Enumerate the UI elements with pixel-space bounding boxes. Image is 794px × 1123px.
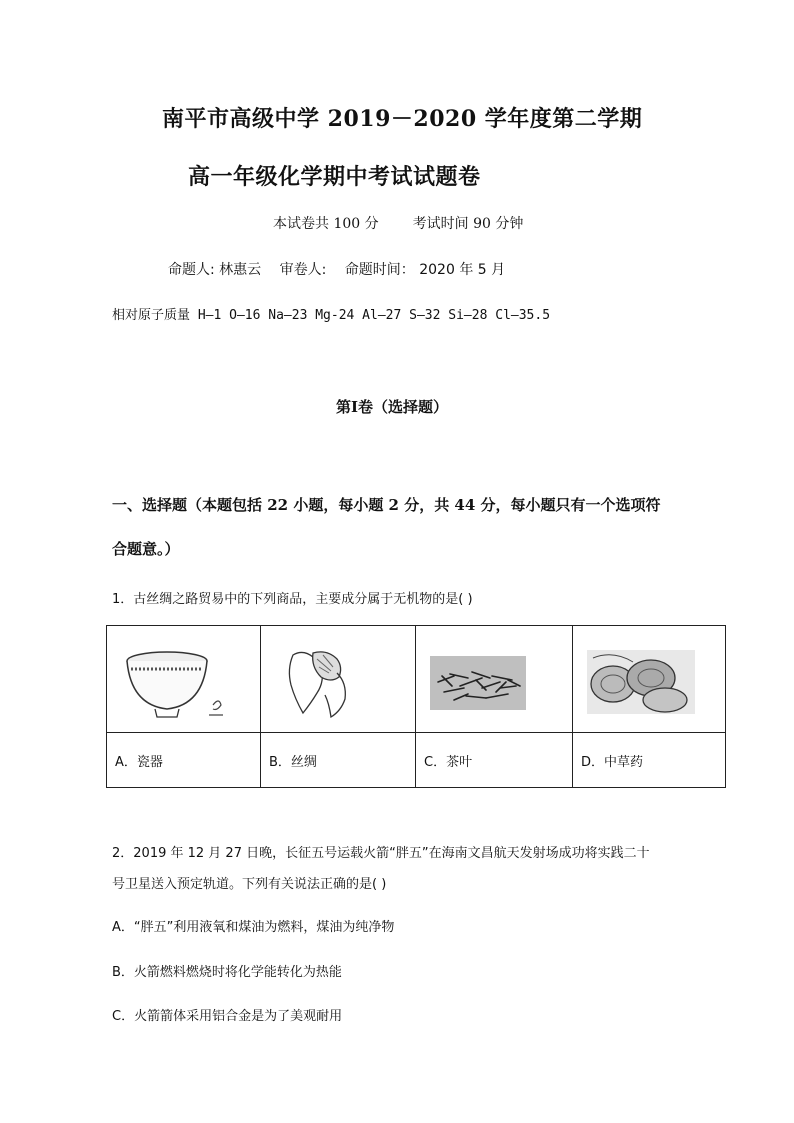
setter: 命题人: 林惠云 (168, 262, 262, 278)
exam-time: 考试时间 90 分钟 (412, 216, 524, 232)
herbal-medicine-icon (587, 648, 697, 718)
reviewer: 审卷人: (279, 262, 327, 278)
question-1-options-table (106, 625, 726, 788)
option-a-image-cell (107, 626, 261, 733)
question-2-stem-line-1: 2．2019 年 12 月 27 日晚，长征五号运载火箭“胖五”在海南文昌航天发射场成功将实践二十 (112, 846, 650, 861)
atomic-masses: 相对原子质量 H—1 O—16 Na—23 Mg-24 Al—27 S—32 Si—28 Cl—35.5 (112, 308, 551, 323)
option-c-image-cell (416, 626, 573, 733)
question-2-stem-line-2: 号卫星送入预定轨道。下列有关说法正确的是( ) (112, 877, 387, 892)
option-d-image-cell (573, 626, 726, 733)
tea-leaves-icon (430, 652, 530, 714)
question-2-option-a: A．“胖五”利用液氧和煤油为燃料，煤油为纯净物 (112, 920, 395, 935)
total-score: 本试卷共 100 分 (273, 216, 379, 232)
section-heading-line-1: 一、选择题（本题包括 22 小题，每小题 2 分，共 44 分，每小题只有一个选项符 (112, 496, 661, 514)
option-a-label: A．瓷器 (107, 733, 261, 788)
part-title: 第Ⅰ卷（选择题） (336, 398, 449, 416)
porcelain-bowl-icon (121, 643, 231, 723)
question-2-option-c: C．火箭箭体采用铝合金是为了美观耐用 (112, 1009, 343, 1024)
title-line-2: 高一年级化学期中考试试题卷 (188, 164, 481, 190)
section-heading-line-2: 合题意。） (112, 540, 180, 558)
title-line-1: 南平市高级中学 2019－2020 学年度第二学期 (162, 106, 643, 132)
exam-info (273, 213, 523, 233)
date: 命题时间： 2020 年 5 月 (344, 262, 506, 278)
silk-cloth-icon (275, 643, 385, 723)
option-d-label: D．中草药 (573, 733, 726, 788)
option-b-image-cell (261, 626, 416, 733)
author-line (168, 259, 519, 279)
question-1-stem: 1．古丝绸之路贸易中的下列商品，主要成分属于无机物的是( ) (112, 592, 473, 607)
option-b-label: B．丝绸 (261, 733, 416, 788)
option-c-label: C．茶叶 (416, 733, 573, 788)
question-2-option-b: B．火箭燃料燃烧时将化学能转化为热能 (112, 965, 342, 980)
